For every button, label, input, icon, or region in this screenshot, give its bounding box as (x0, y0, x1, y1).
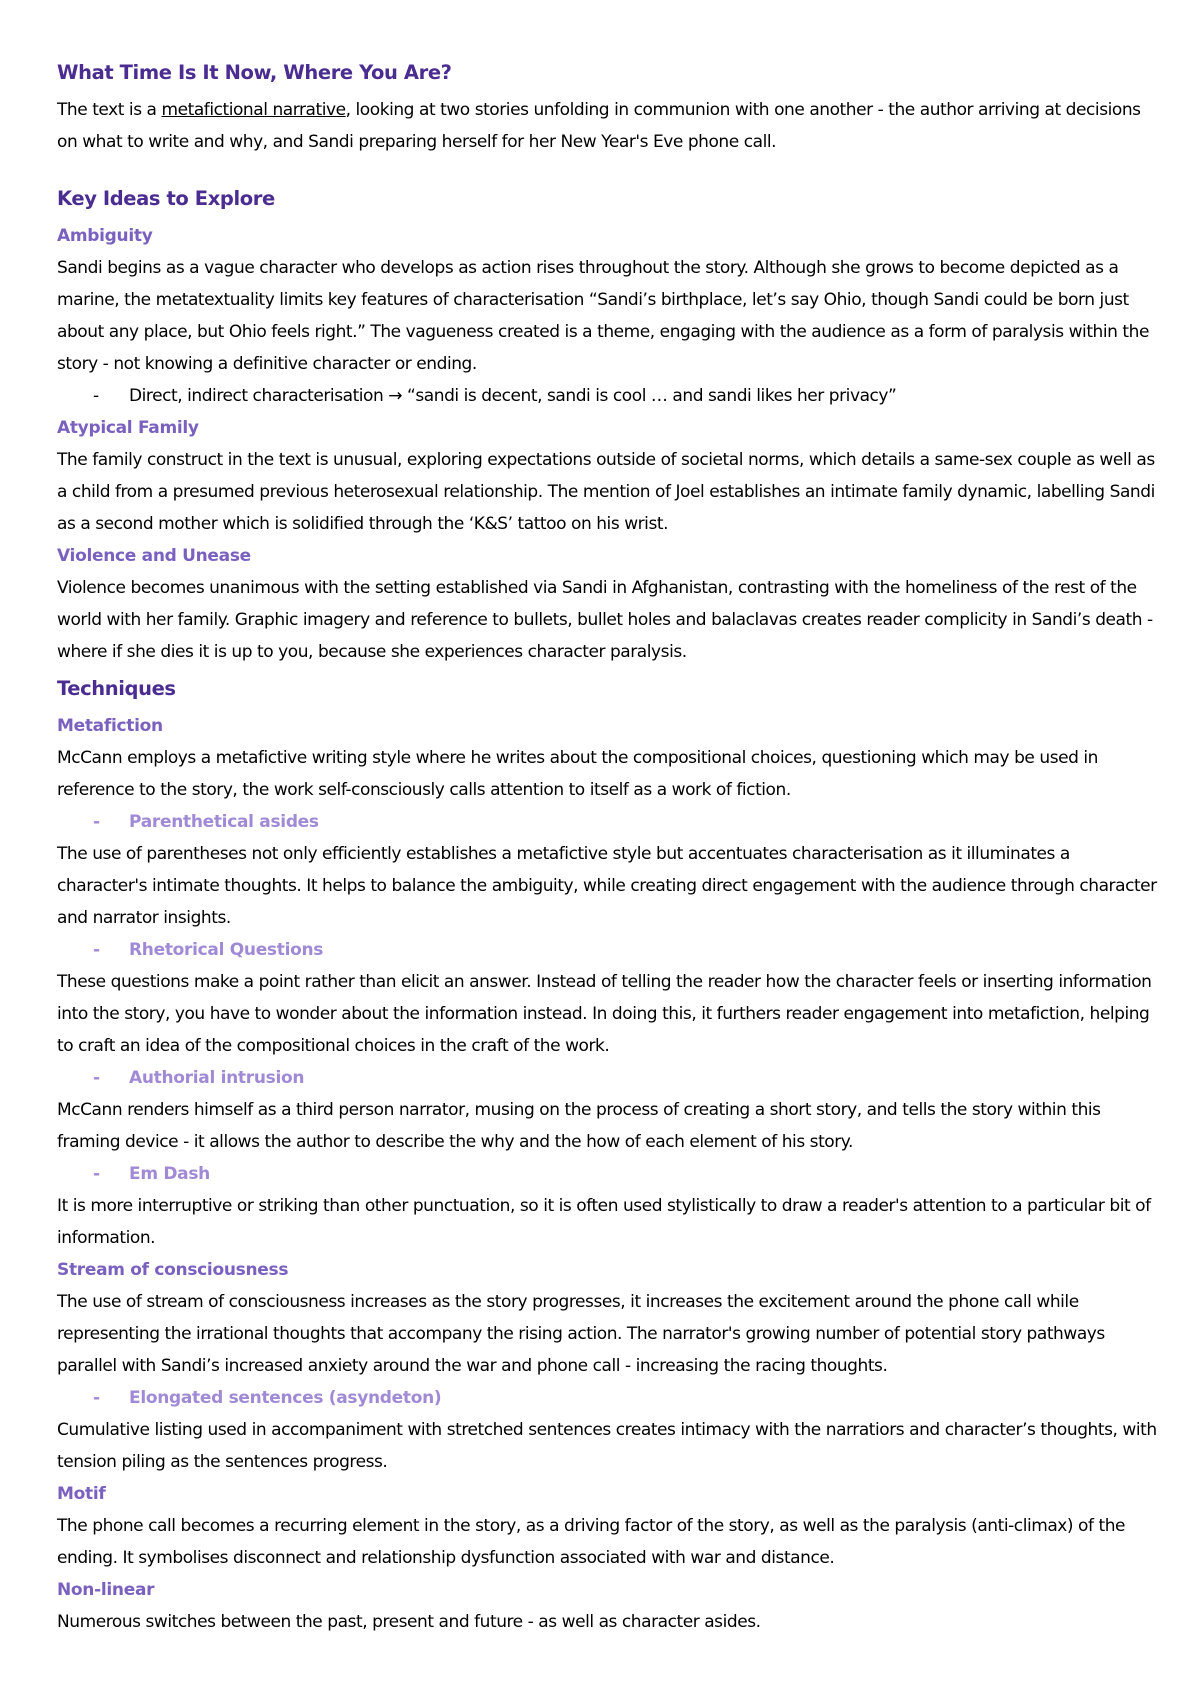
parenthetical-heading (57, 806, 1157, 838)
key-ideas-heading: Key Ideas to Explore (57, 187, 275, 210)
em-dash-heading-text: Em Dash (129, 1164, 210, 1184)
bullet-dash: - (93, 1068, 100, 1088)
stream-paragraph: The use of stream of consciousness increases as the story progresses, it increases the excitement around the phone call while representing the irrational thoughts that accompany the rising action. The narrator's growing number of potential story pathways parallel with Sandi’s increased anxiety around the war and phone call - increasing the racing thoughts. (57, 1292, 1105, 1376)
ambiguity-heading: Ambiguity (57, 226, 153, 246)
parenthetical-heading-text: Parenthetical asides (129, 812, 319, 832)
ambiguity-bullet (57, 380, 1157, 412)
authorial-heading-text: Authorial intrusion (129, 1068, 305, 1088)
bullet-dash: - (93, 1388, 100, 1408)
atypical-family-paragraph: The family construct in the text is unusual, exploring expectations outside of societal norms, which details a same-sex couple as well as a child from a presumed previous heterosexual relationship. The mention of Joel establishes an intimate family dynamic, labelling Sandi as a second mother which is solidified through the ‘K&S’ tattoo on his wrist. (57, 450, 1155, 534)
metafictional-narrative-term: metafictional narrative (161, 100, 346, 120)
techniques-heading: Techniques (57, 677, 176, 700)
document-page (57, 52, 1157, 1638)
nonlinear-paragraph: Numerous switches between the past, present and future - as well as character asides. (57, 1612, 761, 1632)
rhetorical-heading-text: Rhetorical Questions (129, 940, 324, 960)
bullet-dash: - (93, 812, 100, 832)
em-dash-paragraph: It is more interruptive or striking than other punctuation, so it is often used stylistically to draw a reader's attention to a particular bit of information. (57, 1196, 1151, 1248)
em-dash-heading (57, 1158, 1157, 1190)
section-spacer (57, 158, 1157, 178)
intro-paragraph (57, 94, 1157, 158)
bullet-dash: - (93, 386, 99, 406)
document-title: What Time Is It Now, Where You Are? (57, 61, 452, 84)
authorial-paragraph: McCann renders himself as a third person narrator, musing on the process of creating a short story, and tells the story within this framing device - it allows the author to describe the why and the how of each element of his story. (57, 1100, 1101, 1152)
elongated-paragraph: Cumulative listing used in accompaniment with stretched sentences creates intimacy with the narratiors and character’s thoughts, with tension piling as the sentences progress. (57, 1420, 1157, 1472)
rhetorical-paragraph: These questions make a point rather than elicit an answer. Instead of telling the reader how the character feels or inserting information into the story, you have to wonder about the information instead. In doing this, it furthers reader engagement into metafiction, helping to craft an idea of the compositional choices in the craft of the work. (57, 972, 1152, 1056)
ambiguity-bullet-text: Direct, indirect characterisation → “sandi is decent, sandi is cool … and sandi likes her privacy” (129, 386, 897, 406)
violence-heading: Violence and Unease (57, 546, 251, 566)
elongated-heading-text: Elongated sentences (asyndeton) (129, 1388, 442, 1408)
rhetorical-heading (57, 934, 1157, 966)
atypical-family-heading: Atypical Family (57, 418, 199, 438)
metafiction-heading: Metafiction (57, 716, 163, 736)
intro-text-after: , looking at two stories unfolding in communion with one another - the author arriving at decisions on what to write and why, and Sandi preparing herself for her New Year's Eve phone call. (57, 100, 1141, 152)
violence-paragraph: Violence becomes unanimous with the setting established via Sandi in Afghanistan, contrasting with the homeliness of the rest of the world with her family. Graphic imagery and reference to bullets, bullet holes and balaclavas creates reader complicity in Sandi’s death - where if she dies it is up to you, because she experiences character paralysis. (57, 578, 1153, 662)
parenthetical-paragraph: The use of parentheses not only efficiently establishes a metafictive style but accentuates characterisation as it illuminates a character's intimate thoughts. It helps to balance the ambiguity, while creating direct engagement with the audience through character and narrator insights. (57, 844, 1157, 928)
metafiction-paragraph: McCann employs a metafictive writing style where he writes about the compositional choices, questioning which may be used in reference to the story, the work self-consciously calls attention to itself as a work of fiction. (57, 748, 1098, 800)
stream-heading: Stream of consciousness (57, 1260, 289, 1280)
bullet-dash: - (93, 1164, 100, 1184)
ambiguity-paragraph: Sandi begins as a vague character who develops as action rises throughout the story. Although she grows to become depicted as a marine, the metatextuality limits key features of characterisation “Sandi’s birthplace, let’s say Ohio, though Sandi could be born just about any place, but Ohio feels right.” The vagueness created is a theme, engaging with the audience as a form of paralysis within the story - not knowing a definitive character or ending. (57, 258, 1149, 374)
motif-paragraph: The phone call becomes a recurring element in the story, as a driving factor of the story, as well as the paralysis (anti-climax) of the ending. It symbolises disconnect and relationship dysfunction associated with war and distance. (57, 1516, 1126, 1568)
authorial-heading (57, 1062, 1157, 1094)
elongated-heading (57, 1382, 1157, 1414)
nonlinear-heading: Non-linear (57, 1580, 155, 1600)
motif-heading: Motif (57, 1484, 106, 1504)
bullet-dash: - (93, 940, 100, 960)
intro-text-before: The text is a (57, 100, 162, 120)
